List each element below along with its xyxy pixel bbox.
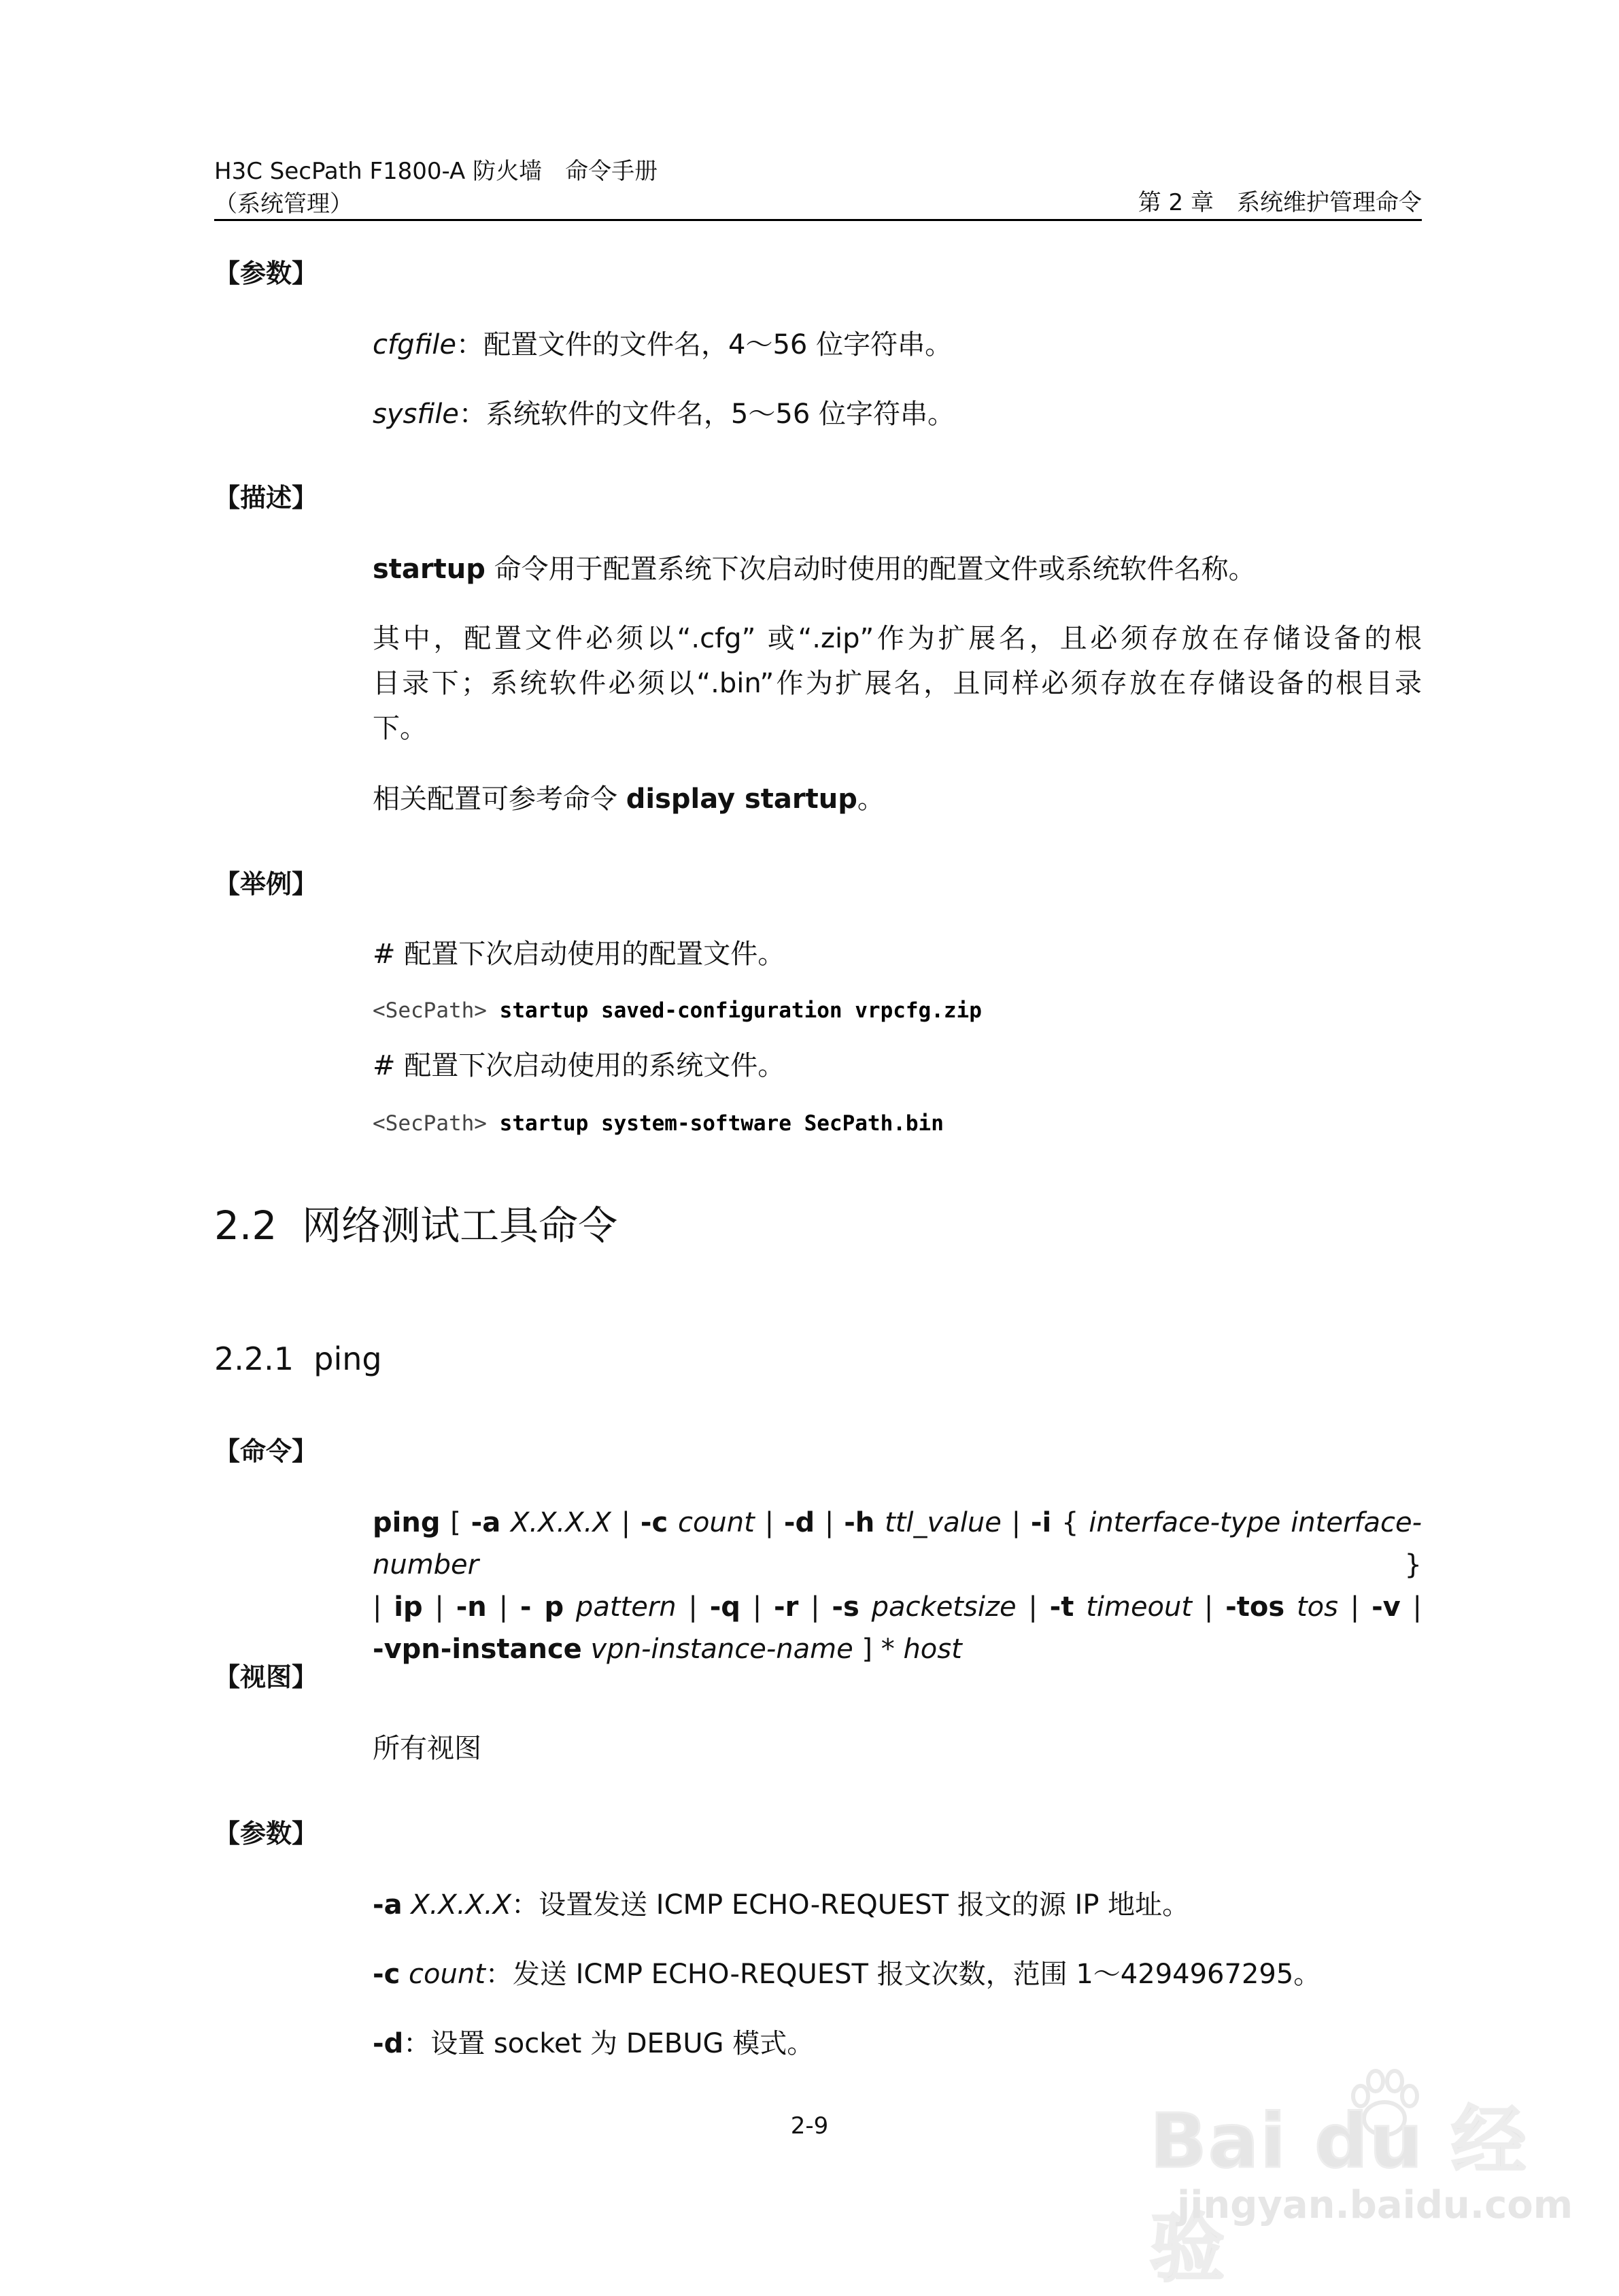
kw-s: -s — [832, 1591, 859, 1623]
desc-a: ：设置发送 ICMP ECHO-REQUEST 报文的源 IP 地址。 — [511, 1889, 1190, 1921]
desc3-end: 。 — [857, 783, 885, 815]
example-2-code — [373, 1109, 944, 1138]
param-sysfile-name: sysfile — [373, 399, 459, 430]
arg-tos: tos — [1296, 1591, 1338, 1623]
ping-params-heading: 【参数】 — [214, 1819, 318, 1848]
flag-d: -d — [373, 2028, 404, 2059]
desc-paragraph-1 — [373, 547, 1422, 592]
arg-count: count — [677, 1507, 755, 1538]
manual-subtitle: （系统管理） — [214, 190, 353, 218]
param-a — [373, 1883, 1422, 1927]
running-header-left — [214, 155, 658, 220]
syntax-line-2: | ip | -n | - p pattern | -q | -r | -s packetsize | -t timeout | -tos tos | -v | — [373, 1591, 1422, 1623]
cli-prompt: <SecPath> — [373, 998, 487, 1023]
example-heading: 【举例】 — [214, 869, 318, 899]
display-startup-cmd: display startup — [626, 783, 857, 815]
arg-timeout: timeout — [1086, 1591, 1193, 1623]
param-cfgfile-desc: ：配置文件的文件名，4～56 位字符串。 — [456, 329, 953, 360]
param-sysfile-desc: ：系统软件的文件名，5～56 位字符串。 — [458, 399, 955, 430]
kw-i: -i — [1030, 1507, 1052, 1538]
kw-tos: -tos — [1225, 1591, 1285, 1623]
example-1-comment: # 配置下次启动使用的配置文件。 — [373, 939, 785, 970]
watermark-url: jingyan.baidu.com — [1177, 2183, 1573, 2227]
param-sysfile — [373, 392, 1422, 437]
kw-t: -t — [1049, 1591, 1074, 1623]
manual-title: H3C SecPath F1800-A 防火墙 命令手册 — [214, 158, 658, 185]
cmd-heading: 【命令】 — [214, 1436, 318, 1466]
param-cfgfile-name: cfgfile — [373, 329, 457, 360]
header-rule — [214, 219, 1422, 221]
ping-syntax — [373, 1502, 1422, 1670]
kw-ip: ip — [394, 1591, 423, 1623]
desc-paragraph-3 — [373, 777, 1422, 822]
desc-heading: 【描述】 — [214, 483, 318, 513]
section-title: 网络测试工具命令 — [302, 1202, 618, 1249]
cli-command: startup saved-configuration vrpcfg.zip — [499, 998, 982, 1023]
arg-c: count — [409, 1959, 485, 1990]
view-heading: 【视图】 — [214, 1662, 318, 1692]
desc-paragraph-2 — [373, 616, 1422, 751]
arg-packetsize: packetsize — [871, 1591, 1017, 1623]
example-1-code — [373, 996, 982, 1026]
arg-vpn-name: vpn-instance-name — [590, 1634, 853, 1665]
kw-n: -n — [456, 1591, 487, 1623]
desc1-text: 命令用于配置系统下次启动时使用的配置文件或系统软件名称。 — [485, 554, 1256, 585]
page-number: 2-9 — [790, 2112, 829, 2140]
kw-r: -r — [774, 1591, 799, 1623]
kw-c: -c — [640, 1507, 668, 1538]
kw-v: -v — [1371, 1591, 1401, 1623]
kw-d: -d — [783, 1507, 815, 1538]
startup-cmd: startup — [373, 554, 485, 585]
flag-c: -c — [373, 1959, 401, 1990]
arg-a: X.X.X.X — [411, 1889, 512, 1921]
arg-iftype: interface-type interface-number — [373, 1507, 1422, 1581]
kw-a: -a — [471, 1507, 501, 1538]
desc3-text: 相关配置可参考命令 — [373, 783, 626, 815]
syntax-line-1: ping [ -a X.X.X.X | -c count | -d | -h ttl_value | -i { interface-type interface-number } — [373, 1507, 1422, 1581]
desc-c: ：发送 ICMP ECHO-REQUEST 报文次数，范围 1～4294967295。 — [485, 1959, 1321, 1990]
kw-h: -h — [844, 1507, 875, 1538]
subsection-title: ping — [313, 1340, 382, 1377]
baidu-watermark — [1150, 2061, 1573, 2292]
arg-pattern: pattern — [575, 1591, 677, 1623]
syntax-line-3: -vpn-instance vpn-instance-name ] * host — [373, 1634, 962, 1665]
param-cfgfile — [373, 322, 1422, 367]
section-number: 2.2 — [214, 1202, 277, 1249]
cli-command: startup system-software SecPath.bin — [499, 1111, 944, 1136]
example-2-comment: # 配置下次启动使用的系统文件。 — [373, 1050, 785, 1081]
kw-p: - p — [519, 1591, 564, 1623]
desc2-line2: 目录下；系统软件必须以“.bin”作为扩展名，且同样必须存放在存储设备的根目录 — [373, 668, 1422, 699]
kw-vpn-instance: -vpn-instance — [373, 1634, 582, 1665]
kw-q: -q — [709, 1591, 740, 1623]
arg-ttl: ttl_value — [885, 1507, 1002, 1538]
param-d — [373, 2021, 1422, 2066]
param-c — [373, 1952, 1422, 1997]
view-text: 所有视图 — [373, 1733, 481, 1764]
section-heading — [214, 1198, 617, 1253]
cli-prompt: <SecPath> — [373, 1111, 487, 1136]
subsection-heading — [214, 1337, 382, 1381]
arg-host: host — [903, 1634, 962, 1665]
arg-xxxx: X.X.X.X — [511, 1507, 611, 1538]
desc2-line1: 其中，配置文件必须以“.cfg” 或“.zip”作为扩展名，且必须存放在存储设备的根 — [373, 623, 1422, 654]
watermark-logo: Bai du 经验 — [1150, 2097, 1528, 2292]
chapter-title: 第 2 章 系统维护管理命令 — [1138, 189, 1422, 216]
desc2-line3: 下。 — [373, 713, 427, 744]
subsection-number: 2.2.1 — [214, 1340, 294, 1377]
flag-a: -a — [373, 1889, 403, 1921]
params-heading: 【参数】 — [214, 258, 318, 288]
kw-ping: ping — [373, 1507, 441, 1538]
desc-d: ：设置 socket 为 DEBUG 模式。 — [403, 2028, 815, 2059]
